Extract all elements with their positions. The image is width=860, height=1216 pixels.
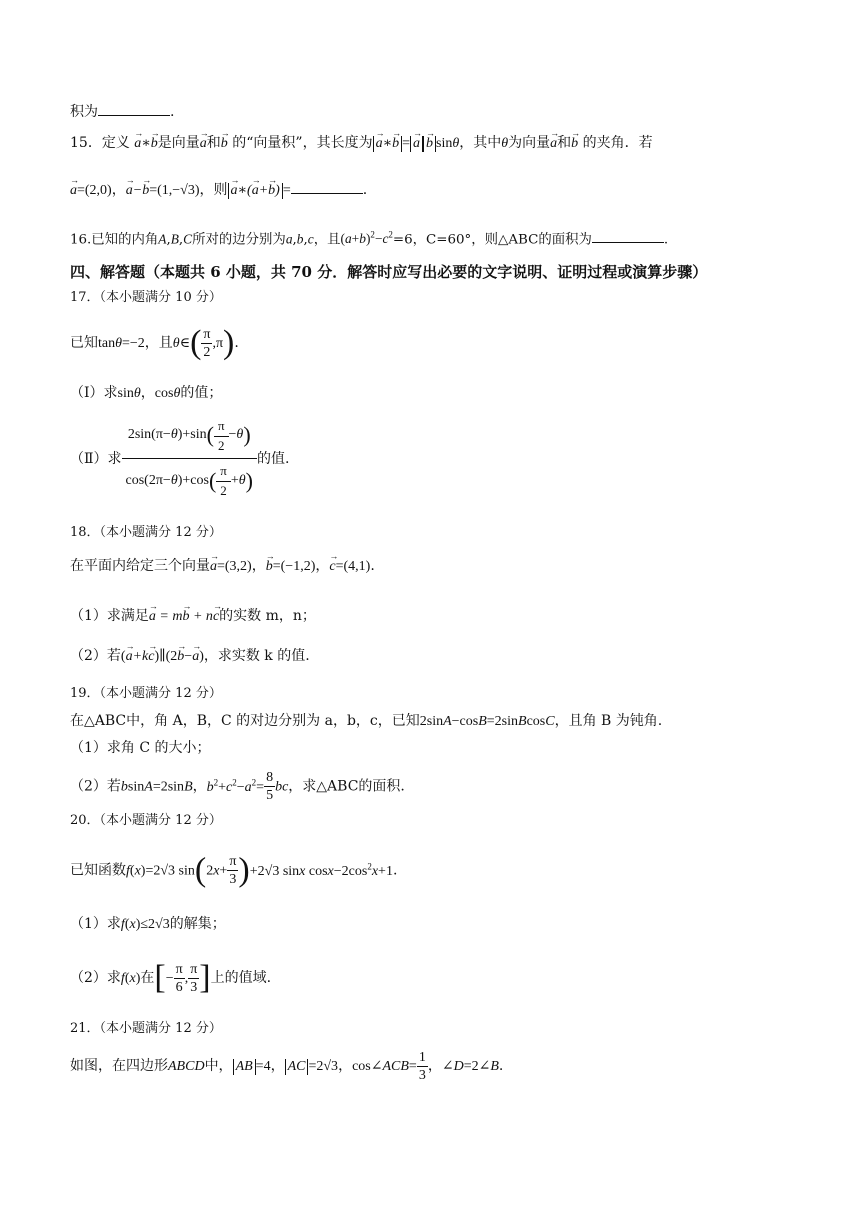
q17-part1: （Ⅰ）求sinθ，cosθ的值；: [70, 385, 223, 401]
q21-text: 如图，在四边形: [70, 1058, 168, 1074]
q20-text: 在: [140, 970, 155, 986]
section-4-heading: 四、解答题（本题共 6 小题，共 70 分．解答时应写出必要的文字说明、证明过程或演算步骤）: [70, 263, 708, 281]
q15-text: 和: [206, 135, 221, 151]
q18-part1: （1）求满足→ a = m→ b + n→ c的实数 m，n；: [70, 606, 316, 627]
q18-text: 在平面内给定三个向量: [70, 558, 210, 574]
q16-text: ，且: [313, 232, 341, 248]
q19-part2: （2）若bsinA=2sinB，$b^2+c^2-a^2=$ $\frac{8}{5}$ bc，求△ABC的面积.: [70, 770, 405, 804]
given-a: =(2,0): [77, 183, 112, 198]
q19-stem: 在△ABC中，角 A，B，C 的对边分别为 a，b，c，已知2sinA−cosB=2sinBcosC，且角 B 为钝角.: [70, 713, 663, 729]
q15-line1: 15．定义 → a∗→ b是向量→ a和→ b 的“向量积”，其长度为→ a∗→ b =→ a→ b sinθ，其中θ为向量→ a和→ b 的夹角．若: [70, 133, 653, 154]
q15-text: 为向量: [508, 135, 551, 151]
q20-text: 已知函数: [70, 862, 126, 879]
q18-text: （1）求满足: [70, 608, 149, 624]
q17-text: （Ⅰ）求: [70, 385, 118, 401]
q19-heading: 19．（本小题满分 12 分）: [70, 686, 222, 701]
q15-text: 的“向量积”，其长度为: [232, 135, 373, 151]
q18-stem: 在平面内给定三个向量→ a=(3,2)，→ b=(−1,2)，→ c=(4,1).: [70, 556, 375, 577]
q15-text: ，则: [199, 182, 228, 198]
q17-text: 已知: [70, 335, 98, 351]
q20-part2: （2）求f(x)在[− $\frac{\pi}{6}$ , $\frac{\pi}{3}$ ]上的值域.: [70, 959, 272, 996]
q17-heading: 17．（本小题满分 10 分）: [70, 290, 222, 305]
q16-text: =6，C=60°，则△ABC的面积为: [392, 232, 592, 248]
q18-text: ，求实数 k 的值.: [203, 648, 310, 664]
q15-text: =: [282, 183, 291, 198]
q19-text: ，且角 B 为钝角.: [554, 713, 663, 729]
q15-text: 的夹角．若: [582, 135, 653, 151]
q16-text: 16.已知的内角: [70, 232, 159, 248]
q17-text: 的值.: [256, 451, 290, 467]
q15-text: 定义: [101, 135, 130, 151]
q17-part2: （Ⅱ）求 2sin(π−θ)+sin( $\frac{\pi}{2}$ −θ) cos(2π−θ)+cos( $\frac{\pi}{2}$ +θ) 的值.: [70, 414, 289, 504]
q15-text: ，其中: [459, 135, 502, 151]
q20-part1: （1）求f(x)≤2√3的解集；: [70, 916, 226, 932]
q18-part2: （2）若(→ a+k→ c)∥(2→ b−→ a)，求实数 k 的值.: [70, 646, 310, 667]
answer-blank: [98, 100, 170, 116]
q14-tail: 积为 .: [70, 100, 174, 122]
q19-text: ，求△ABC的面积.: [288, 778, 405, 795]
q18-text: （2）若: [70, 648, 121, 664]
q17-text: ，且: [144, 335, 173, 351]
q15-number: 15．: [70, 135, 102, 151]
q14-text: 积为: [70, 104, 98, 120]
q20-text: 上的值域.: [210, 970, 272, 986]
q18-heading: 18．（本小题满分 12 分）: [70, 525, 222, 540]
answer-blank: [291, 178, 363, 194]
q18-text: 的实数 m，n；: [219, 608, 316, 624]
q21-text: 中，: [204, 1058, 233, 1074]
q21-heading: 21．（本小题满分 12 分）: [70, 1021, 222, 1036]
q17-text: 的值；: [180, 385, 223, 401]
q16-text: 所对的边分别为: [192, 232, 286, 248]
q15-text: 是向量: [157, 135, 200, 151]
q20-heading: 20．（本小题满分 12 分）: [70, 813, 222, 828]
q20-stem: 已知函数f(x)=2√3 sin(2x+ $\frac{\pi}{3}$ )+2√3 sinx $\cos x-2\cos^2x+1$.: [70, 851, 398, 889]
q16: 16.已知的内角A,B,C所对的边分别为a,b,c，且$(a+b)^2-c^2=6$，C=60°，则△ABC的面积为 .: [70, 225, 668, 250]
q21-stem: 如图，在四边形ABCD中， AB =4， AC =2√3，cos∠ACB= $\frac{1}{3}$ ，∠D=2∠B.: [70, 1049, 504, 1083]
given-a-minus-b: =(1,−√3): [149, 183, 200, 198]
q19-text: 在△ABC中，角 A，B，C 的对边分别为 a，b，c，已知: [70, 713, 420, 729]
answer-blank: [592, 227, 664, 243]
q19-part1: （1）求角 C 的大小；: [70, 740, 211, 756]
q19-text: （2）若: [70, 778, 121, 795]
q15-text: 和: [557, 135, 572, 151]
q17-stem: 已知tanθ=−2，且θ∈( $\frac{\pi}{2}$ ,π).: [70, 324, 239, 361]
q20-text: （1）求: [70, 916, 121, 932]
q15-line2: → a=(2,0)，→ a−→ b=(1,−√3)，则→ a∗(→ a+→ b) = .: [70, 178, 367, 201]
q17-text: （Ⅱ）求: [70, 451, 122, 467]
q20-text: （2）求: [70, 970, 121, 986]
q20-text: 的解集；: [169, 916, 226, 932]
